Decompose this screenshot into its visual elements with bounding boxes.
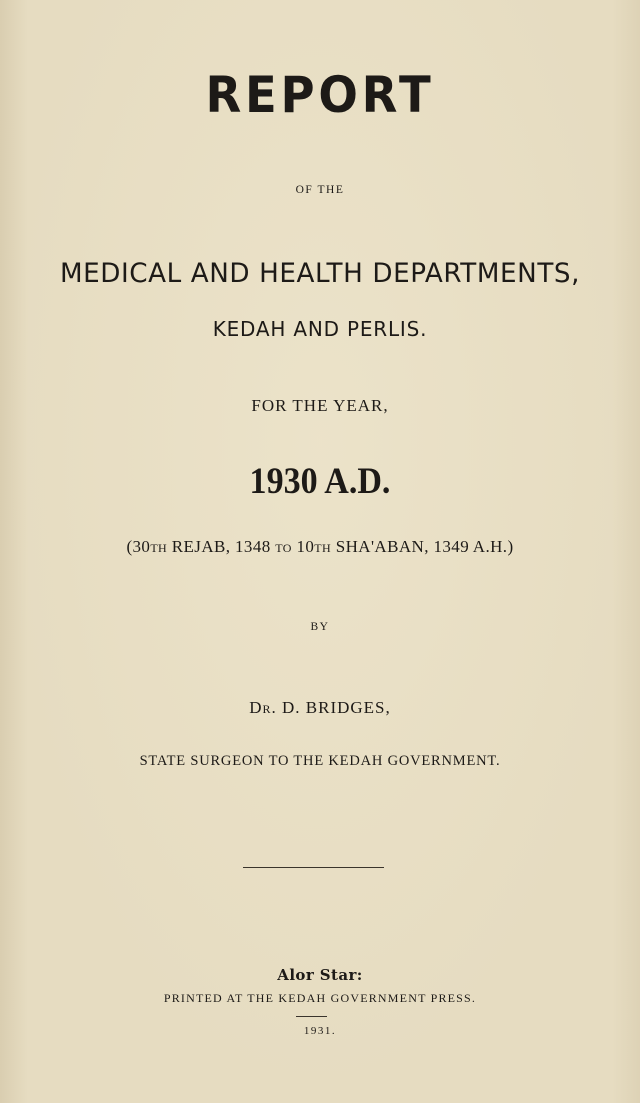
departments-heading: MEDICAL AND HEALTH DEPARTMENTS, bbox=[59, 258, 581, 289]
for-the-year-label: FOR THE YEAR, bbox=[251, 396, 389, 415]
of-the-label: OF THE bbox=[295, 184, 345, 196]
short-divider-rule bbox=[296, 1016, 327, 1017]
by-label: BY bbox=[310, 621, 330, 633]
imprint-printer: PRINTED AT THE KEDAH GOVERNMENT PRESS. bbox=[163, 991, 477, 1005]
divider-rule bbox=[243, 867, 384, 868]
states-heading: KEDAH AND PERLIS. bbox=[212, 317, 428, 341]
imprint-place: Alor Star: bbox=[277, 966, 363, 984]
author-name: Dr. D. BRIDGES, bbox=[249, 698, 391, 717]
author-position: STATE SURGEON TO THE KEDAH GOVERNMENT. bbox=[139, 753, 501, 769]
imprint-year: 1931. bbox=[303, 1025, 337, 1037]
report-year: 1930 A.D. bbox=[249, 461, 391, 502]
hijri-period: (30th REJAB, 1348 to 10th SHA'ABAN, 1349 A.H.) bbox=[126, 537, 514, 556]
report-title: REPORT bbox=[205, 66, 435, 124]
